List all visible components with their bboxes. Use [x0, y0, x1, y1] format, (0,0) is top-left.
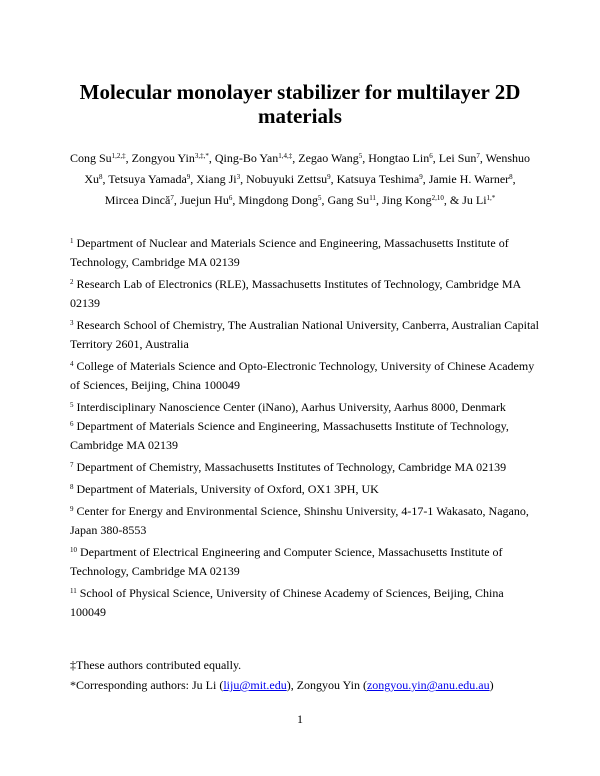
author-entry: [429, 172, 516, 186]
author-name: Tetsuya Yamada: [108, 172, 187, 186]
affiliation-text: Department of Nuclear and Materials Science and Engineering, Massachusetts Institute of Technology, Cambridge MA 02139: [70, 236, 509, 269]
affiliation-text: College of Materials Science and Opto-Electronic Technology, University of Chinese Academy of Sciences, Beijing, China 100049: [70, 359, 535, 392]
affiliation-number: 10: [70, 546, 77, 554]
author-name: Cong Su: [69, 151, 112, 165]
affiliation-text: Department of Electrical Engineering and Computer Science, Massachusetts Institute of Technology, Cambridge MA 02139: [70, 545, 503, 578]
author-name: Wenshuo Xu: [84, 151, 531, 186]
author-separator: ,: [432, 151, 439, 165]
footnotes: [70, 655, 540, 695]
paper-title: Molecular monolayer stabilizer for multilayer 2D materials: [79, 80, 521, 129]
author-affiliation-marks: 1,2,‡: [111, 152, 126, 160]
affiliation-text: Center for Energy and Environmental Science, Shinshu University, 4-17-1 Wakasato, Nagano, Japan 380-8553: [70, 504, 529, 537]
affiliation-item: [70, 502, 540, 540]
author-entry: [70, 151, 132, 165]
author-name: Hongtao Lin: [368, 151, 430, 165]
affiliation-text: Research School of Chemistry, The Australian National University, Canberra, Australian Capital Territory 2601, Australia: [70, 318, 539, 351]
affiliation-number: 1: [70, 237, 74, 245]
author-affiliation-marks: 11: [369, 194, 376, 202]
email-link-zongyou[interactable]: zongyou.yin@anu.edu.au: [366, 678, 490, 692]
author-name: Mingdong Dong: [238, 193, 319, 207]
affiliation-number: 9: [70, 505, 74, 513]
author-entry: [328, 193, 382, 207]
author-affiliation-marks: 9: [186, 173, 191, 181]
author-list: [66, 148, 534, 211]
author-name: Juejun Hu: [179, 193, 229, 207]
author-separator: ,: [330, 172, 337, 186]
author-affiliation-marks: 5: [318, 194, 322, 202]
corresponding-authors-note: [70, 675, 540, 695]
author-affiliation-marks: 2,10: [431, 194, 444, 202]
author-affiliation-marks: 8: [509, 173, 513, 181]
affiliation-number: 11: [70, 587, 77, 595]
author-name: Ju Li: [462, 193, 487, 207]
author-entry: [382, 193, 462, 207]
affiliation-item: [70, 275, 540, 313]
author-name: Lei Sun: [438, 151, 477, 165]
author-affiliation-marks: 6: [429, 152, 433, 160]
author-entry: [180, 193, 239, 207]
affiliation-item: [70, 398, 540, 417]
author-name: Xiang Ji: [196, 172, 237, 186]
affiliation-text: Department of Chemistry, Massachusetts Institutes of Technology, Cambridge MA 02139: [76, 460, 507, 474]
affiliation-item: [70, 543, 540, 581]
affiliation-number: 7: [70, 461, 74, 469]
author-affiliation-marks: 1,4,‡: [278, 152, 293, 160]
author-separator: ,: [321, 193, 328, 207]
author-entry: [215, 151, 298, 165]
author-entry: [368, 151, 439, 165]
affiliation-number: 4: [70, 360, 74, 368]
author-entry: [298, 151, 368, 165]
author-affiliation-marks: 8: [99, 173, 103, 181]
author-affiliation-marks: 7: [170, 194, 174, 202]
author-name: Zongyou Yin: [131, 151, 195, 165]
author-separator: ,: [362, 151, 369, 165]
author-separator: , &: [443, 193, 463, 207]
affiliation-number: 5: [70, 401, 74, 409]
author-name: Mircea Dincă: [104, 193, 171, 207]
page-number: 1: [297, 712, 303, 726]
author-affiliation-marks: 9: [419, 173, 423, 181]
author-entry: [439, 151, 486, 165]
author-entry: [238, 193, 327, 207]
affiliation-item: [70, 417, 540, 455]
affiliation-number: 2: [70, 278, 74, 286]
author-affiliation-marks: 1,*: [486, 194, 496, 202]
author-entry: [132, 151, 215, 165]
corresponding-suffix: ): [489, 678, 494, 692]
affiliation-item: [70, 584, 540, 622]
author-separator: ,: [512, 172, 516, 186]
author-affiliation-marks: 3,‡,*: [194, 152, 209, 160]
equal-contribution-note: ‡These authors contributed equally.: [70, 658, 242, 672]
author-separator: ,: [375, 193, 382, 207]
author-name: Zegao Wang: [298, 151, 359, 165]
affiliation-item: [70, 480, 540, 499]
author-affiliation-marks: 5: [358, 152, 363, 160]
affiliation-list: [70, 234, 540, 625]
author-separator: ,: [232, 193, 239, 207]
author-separator: ,: [292, 151, 299, 165]
author-name: Jamie H. Warner: [428, 172, 510, 186]
author-name: Gang Su: [327, 193, 370, 207]
author-affiliation-marks: 6: [228, 194, 233, 202]
author-affiliation-marks: 7: [476, 152, 480, 160]
author-entry: [337, 172, 429, 186]
corresponding-prefix: *Corresponding authors: Ju Li (: [70, 678, 224, 692]
affiliation-text: Interdisciplinary Nanoscience Center (iNano), Aarhus University, Aarhus 8000, Denmark: [76, 400, 506, 414]
author-name: Katsuya Teshima: [336, 172, 420, 186]
author-entry: [246, 172, 337, 186]
author-entry: [105, 193, 180, 207]
affiliation-number: 8: [70, 483, 74, 491]
affiliation-text: Department of Materials Science and Engineering, Massachusetts Institute of Technology, Cambridge MA 02139: [70, 419, 509, 452]
author-affiliation-marks: 3: [236, 173, 241, 181]
author-separator: ,: [479, 151, 486, 165]
author-separator: ,: [422, 172, 429, 186]
author-entry: [108, 172, 196, 186]
author-separator: ,: [208, 151, 215, 165]
affiliation-item: [70, 316, 540, 354]
author-entry: [196, 172, 246, 186]
affiliation-text: Research Lab of Electronics (RLE), Massachusetts Institutes of Technology, Cambridge MA 02139: [70, 277, 521, 310]
author-separator: ,: [240, 172, 247, 186]
author-separator: ,: [125, 151, 132, 165]
author-name: Nobuyuki Zettsu: [246, 172, 328, 186]
affiliation-text: Department of Materials, University of Oxford, OX1 3PH, UK: [76, 482, 379, 496]
author-separator: ,: [190, 172, 197, 186]
email-link-liju[interactable]: liju@mit.edu: [223, 678, 287, 692]
affiliation-number: 6: [70, 420, 74, 428]
corresponding-middle: ), Zongyou Yin (: [286, 678, 367, 692]
author-name: Qing-Bo Yan: [214, 151, 279, 165]
author-name: Jing Kong: [381, 193, 432, 207]
affiliation-text: School of Physical Science, University of Chinese Academy of Sciences, Beijing, China 100049: [70, 586, 504, 619]
author-separator: ,: [102, 172, 109, 186]
author-entry: [462, 193, 495, 207]
affiliation-number: 3: [70, 319, 74, 327]
affiliation-item: [70, 458, 540, 477]
author-separator: ,: [173, 193, 180, 207]
author-affiliation-marks: 9: [327, 173, 331, 181]
affiliation-item: [70, 234, 540, 272]
affiliation-item: [70, 357, 540, 395]
